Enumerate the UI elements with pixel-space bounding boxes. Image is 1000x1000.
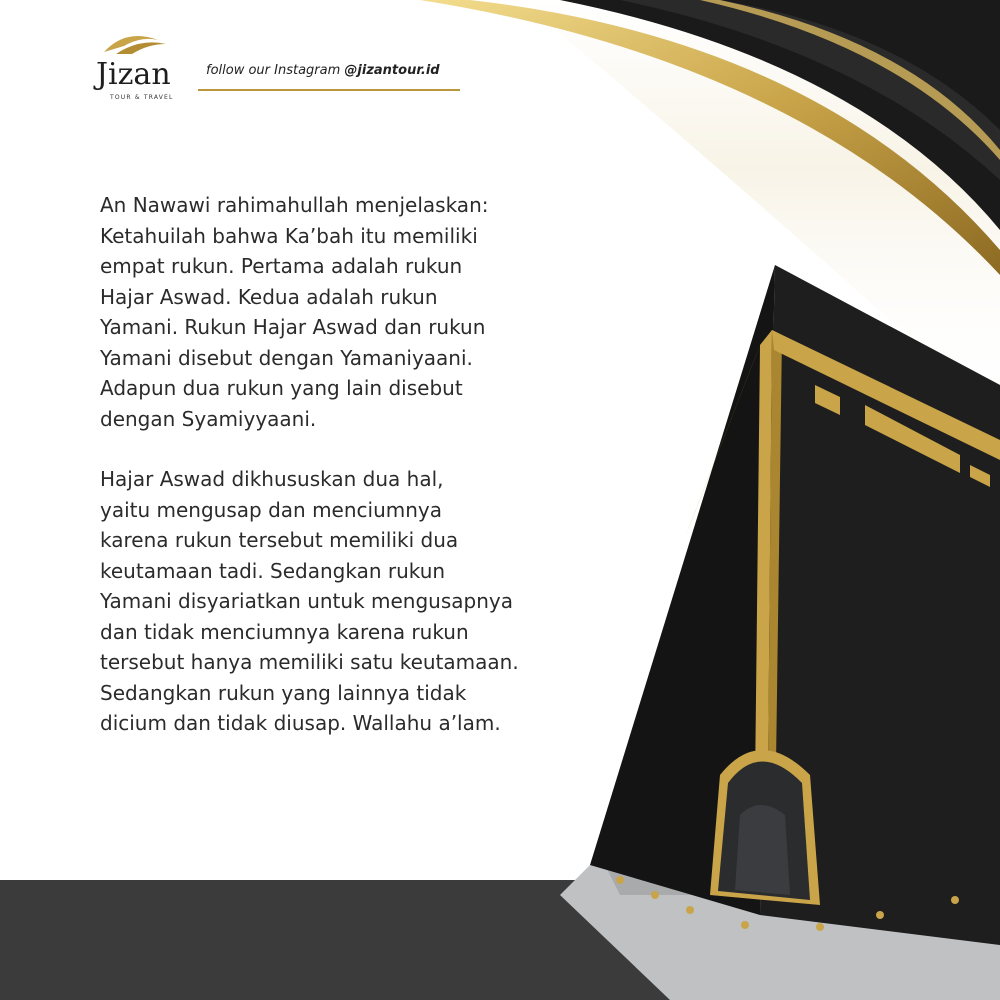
instagram-handle: @jizantour.id xyxy=(344,63,440,78)
brand-name: Jizan xyxy=(96,57,171,92)
follow-label: follow our Instagram xyxy=(206,63,345,78)
header-divider xyxy=(198,89,460,91)
article-body xyxy=(100,190,610,739)
kaaba-image xyxy=(560,255,1000,1000)
paragraph-1: An Nawawi rahimahullah menjelaskan: Ketahuilah bahwa Ka’bah itu memiliki empat rukun. Pertama adalah rukun Hajar Aswad. Kedua adalah rukun Yamani. Rukun Hajar Aswad dan rukun Yamani disebut dengan Yamaniyaani. Adapun dua rukun yang lain disebut dengan Syamiyyaani. xyxy=(100,193,489,431)
paragraph-2: Hajar Aswad dikhususkan dua hal, yaitu mengusap dan menciumnya karena rukun tersebut memiliki dua keutamaan tadi. Sedangkan rukun Yamani disyariatkan untuk mengusapnya dan tidak menciumnya karena rukun tersebut hanya memiliki satu keutamaan. Sedangkan rukun yang lainnya tidak dicium dan tidak diusap. Wallahu a’lam. xyxy=(100,467,519,735)
follow-instagram-text xyxy=(206,63,440,78)
brand-tagline: TOUR & TRAVEL xyxy=(110,94,174,101)
brand-logo xyxy=(96,30,176,100)
